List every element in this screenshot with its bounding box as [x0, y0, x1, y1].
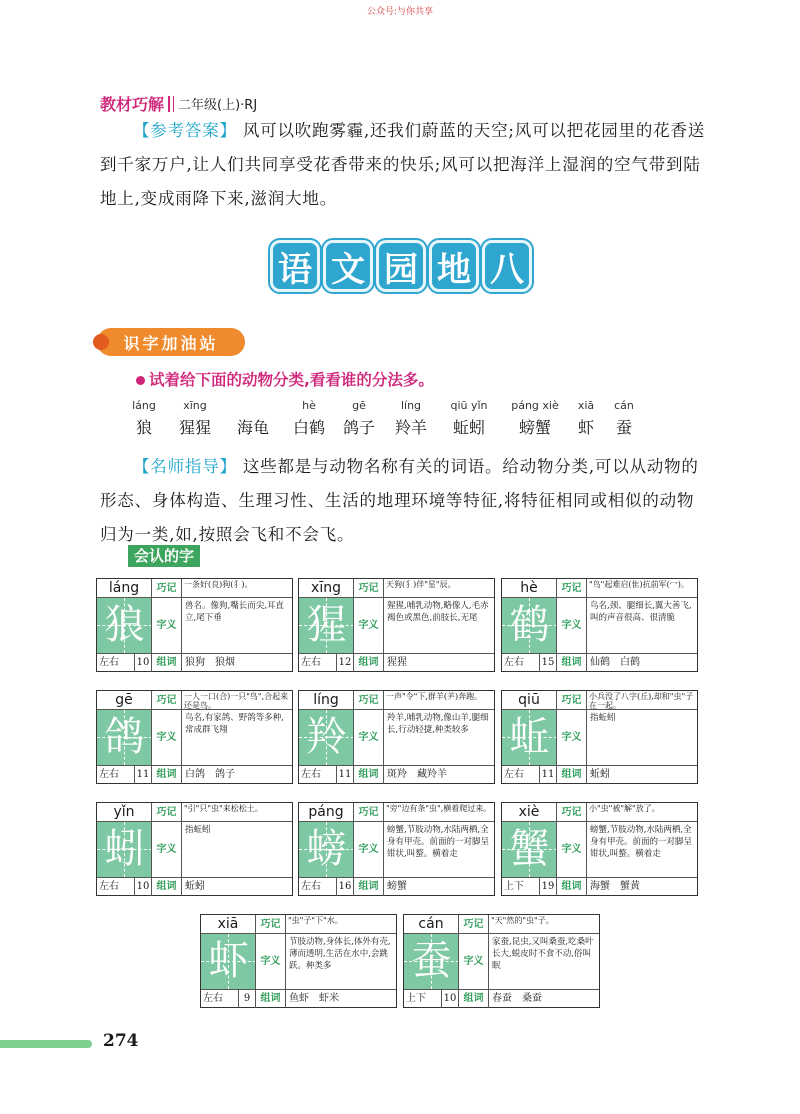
card-char-box — [502, 710, 557, 765]
card-structure: 左右 — [203, 993, 223, 1004]
card-char-box — [299, 710, 354, 765]
card-label-ziyi: 字义 — [354, 598, 384, 653]
exercise-question — [136, 368, 434, 390]
card-mnemonic: "天"然的"虫"子。 — [489, 915, 599, 934]
card-char: 蚕 — [411, 938, 452, 984]
card-char: 猩 — [306, 602, 347, 648]
char-card — [501, 578, 698, 672]
card-meaning: 鸟名,有家鸽、野鸽等多种,常成群飞翔 — [185, 713, 284, 735]
card-char-box — [201, 934, 256, 989]
card-char-box — [97, 710, 152, 765]
card-structure: 左右 — [99, 881, 119, 892]
card-label-qiaoji: 巧记 — [152, 579, 182, 598]
book-brand: 教材巧解 — [100, 95, 165, 114]
section-title-char: 园 — [376, 240, 426, 292]
card-strokes: 15 — [539, 654, 557, 672]
bullet-icon — [136, 376, 145, 385]
card-pinyin: cán — [404, 915, 459, 934]
card-footer — [97, 765, 292, 783]
card-mnemonic: 一条好(良)狗(犭)。 — [182, 579, 292, 598]
teacher-guide-tag: 【名师指导】 — [133, 457, 237, 476]
card-structure: 左右 — [301, 657, 321, 668]
card-meaning: 兽名。像狗,嘴长而尖,耳直立,尾下垂 — [185, 601, 284, 623]
char-card — [96, 690, 293, 784]
word-item: láng 狼 — [132, 399, 156, 437]
card-meaning: 鸟名,颈、腿细长,翼大善飞,叫的声音很高、很清脆 — [590, 601, 692, 623]
card-strokes: 11 — [336, 766, 354, 784]
card-char-box — [404, 934, 459, 989]
char-card — [96, 578, 293, 672]
reference-answer-tag: 【参考答案】 — [133, 121, 237, 140]
card-words: 斑羚 藏羚羊 — [387, 769, 447, 780]
card-pinyin: xiè — [502, 803, 557, 822]
card-label-zuci: 组词 — [354, 878, 384, 896]
card-meaning: 家蚕,昆虫,又叫桑蚕,吃桑叶长大,蜕皮时不食不动,俗叫眠 — [492, 937, 594, 971]
card-words: 白鸽 鸽子 — [185, 769, 235, 780]
card-meaning: 节肢动物,身体长,体外有壳,薄而透明,生活在水中,会跳跃。种类多 — [289, 937, 391, 971]
card-mnemonic: "引"只"虫"来松松土。 — [182, 803, 292, 822]
card-pinyin: hè — [502, 579, 557, 598]
card-label-ziyi: 字义 — [354, 710, 384, 765]
card-char-box — [299, 822, 354, 877]
card-char: 蟹 — [509, 826, 550, 872]
section-title-char: 地 — [429, 240, 479, 292]
card-label-qiaoji: 巧记 — [354, 803, 384, 822]
card-words: 春蚕 桑蚕 — [492, 993, 542, 1004]
card-footer — [502, 653, 697, 671]
char-card — [298, 802, 495, 896]
card-label-zuci: 组词 — [557, 878, 587, 896]
card-strokes: 19 — [539, 878, 557, 896]
char-card — [298, 690, 495, 784]
card-mnemonic: 一人一口(合)一只"鸟",合起来还是鸟。 — [182, 691, 292, 710]
card-label-ziyi: 字义 — [152, 822, 182, 877]
card-footer — [97, 653, 292, 671]
card-label-zuci: 组词 — [152, 766, 182, 784]
char-card — [96, 802, 293, 896]
card-label-zuci: 组词 — [557, 766, 587, 784]
card-strokes: 10 — [134, 878, 152, 896]
header-divider — [168, 96, 170, 112]
card-label-ziyi: 字义 — [152, 710, 182, 765]
card-structure: 左右 — [99, 657, 119, 668]
card-char: 蚯 — [509, 714, 550, 760]
card-words: 鱼虾 虾米 — [289, 993, 339, 1004]
grade-label: 二年级(上)·RJ — [178, 98, 258, 113]
teacher-guide — [100, 450, 710, 552]
sub-section-badge — [97, 328, 245, 356]
card-meaning: 螃蟹,节肢动物,水陆两栖,全身有甲壳。前面的一对脚呈钳状,叫螯。横着走 — [387, 825, 490, 859]
word-item: xīng 猩猩 — [178, 399, 211, 437]
word-item: xiā 虾 — [577, 399, 595, 437]
card-char: 蚓 — [104, 826, 145, 872]
known-chars-badge: 会认的字 — [128, 545, 200, 567]
card-strokes: 10 — [134, 654, 152, 672]
card-words: 螃蟹 — [387, 881, 407, 892]
card-pinyin: qiū — [502, 691, 557, 710]
card-pinyin: páng — [299, 803, 354, 822]
card-structure: 左右 — [504, 769, 524, 780]
card-strokes: 9 — [238, 990, 256, 1008]
card-words: 仙鹤 白鹤 — [590, 657, 640, 668]
section-title-char: 文 — [323, 240, 373, 292]
section-title — [270, 240, 532, 294]
card-label-ziyi: 字义 — [354, 822, 384, 877]
card-label-qiaoji: 巧记 — [152, 803, 182, 822]
card-words: 海蟹 蟹黄 — [590, 881, 640, 892]
card-pinyin: yǐn — [97, 803, 152, 822]
sub-section-label: 识字加油站 — [123, 333, 219, 353]
card-label-qiaoji: 巧记 — [354, 691, 384, 710]
card-pinyin: láng — [97, 579, 152, 598]
card-label-ziyi: 字义 — [152, 598, 182, 653]
card-footer — [299, 765, 494, 783]
card-footer — [404, 989, 599, 1007]
word-item: hè 白鹤 — [292, 399, 325, 437]
card-strokes: 11 — [539, 766, 557, 784]
word-item: líng 羚羊 — [394, 399, 427, 437]
word-item: cán 蚕 — [614, 399, 634, 437]
card-pinyin: gē — [97, 691, 152, 710]
card-mnemonic: "虫"子"下"水。 — [286, 915, 396, 934]
card-footer — [97, 877, 292, 895]
card-char: 鹤 — [509, 602, 550, 648]
card-footer — [201, 989, 396, 1007]
card-mnemonic: "鸟"起难启(隹)抗前军(冖)。 — [587, 579, 697, 598]
word-item: qiū yǐn 蚯蚓 — [450, 399, 488, 437]
reference-answer-text: 风可以吹跑雾霾,还我们蔚蓝的天空;风可以把花园里的花香送到千家万户,让人们共同享受花香带来的快乐;风可以把海洋上湿润的空气带到陆地上,变成雨降下来,滋润大地。 — [100, 121, 706, 208]
card-char: 鸽 — [104, 714, 145, 760]
card-label-qiaoji: 巧记 — [152, 691, 182, 710]
badge-dot-icon — [93, 334, 109, 350]
card-label-zuci: 组词 — [459, 990, 489, 1008]
card-mnemonic: "旁"边有条"虫",横着爬过来。 — [384, 803, 494, 822]
card-pinyin: xīng — [299, 579, 354, 598]
card-char-box — [97, 822, 152, 877]
card-mnemonic: 天狗(犭)伴"星"辰。 — [384, 579, 494, 598]
card-footer — [502, 765, 697, 783]
card-words: 蚯蚓 — [590, 769, 610, 780]
word-item: páng xiè 螃蟹 — [511, 399, 559, 437]
question-text: 试着给下面的动物分类,看看谁的分法多。 — [149, 371, 434, 389]
char-card — [501, 690, 698, 784]
card-structure: 左右 — [301, 881, 321, 892]
card-label-zuci: 组词 — [354, 766, 384, 784]
card-words: 蚯蚓 — [185, 881, 205, 892]
card-strokes: 10 — [441, 990, 459, 1008]
section-title-char: 语 — [270, 240, 320, 292]
card-words: 狼狗 狼烟 — [185, 657, 235, 668]
header-divider-thin — [173, 96, 174, 112]
footer-bar — [0, 1040, 92, 1048]
card-label-qiaoji: 巧记 — [459, 915, 489, 934]
card-strokes: 12 — [336, 654, 354, 672]
card-char: 羚 — [306, 714, 347, 760]
char-card — [200, 914, 397, 1008]
card-strokes: 16 — [336, 878, 354, 896]
card-meaning: 螃蟹,节肢动物,水陆两栖,全身有甲壳。前面的一对脚呈钳状,叫螯。横着走 — [590, 825, 693, 859]
card-label-ziyi: 字义 — [557, 822, 587, 877]
card-label-ziyi: 字义 — [557, 710, 587, 765]
card-pinyin: xiā — [201, 915, 256, 934]
card-label-qiaoji: 巧记 — [557, 691, 587, 710]
teacher-guide-text: 这些都是与动物名称有关的词语。给动物分类,可以从动物的形态、身体构造、生理习性、生活的地理环境等特征,将特征相同或相似的动物归为一类,如,按照会飞和不会飞。 — [100, 457, 699, 544]
card-meaning: 羚羊,哺乳动物,像山羊,腿细长,行动轻捷,种类较多 — [387, 713, 489, 735]
card-footer — [299, 653, 494, 671]
card-structure: 左右 — [301, 769, 321, 780]
card-char-box — [502, 598, 557, 653]
card-label-zuci: 组词 — [354, 654, 384, 672]
card-mnemonic: 一声"令"下,群羊(⺶)奔跑。 — [384, 691, 494, 710]
card-char: 螃 — [306, 826, 347, 872]
page-number: 274 — [103, 1031, 139, 1051]
char-card — [501, 802, 698, 896]
card-label-zuci: 组词 — [152, 878, 182, 896]
card-mnemonic: 小兵没了八字(丘),却和"虫"子在一起。 — [587, 691, 697, 710]
card-words: 猩猩 — [387, 657, 407, 668]
card-meaning: 猩猩,哺乳动物,略像人,毛赤褐色或黑色,前肢长,无尾 — [387, 601, 489, 623]
card-char: 狼 — [104, 602, 145, 648]
card-meaning: 指蚯蚓 — [590, 713, 616, 723]
card-label-ziyi: 字义 — [256, 934, 286, 989]
char-card — [403, 914, 600, 1008]
card-mnemonic: 小"虫"被"解"放了。 — [587, 803, 697, 822]
char-card — [298, 578, 495, 672]
card-pinyin: líng — [299, 691, 354, 710]
card-structure: 左右 — [504, 657, 524, 668]
card-meaning: 指蚯蚓 — [185, 825, 211, 835]
card-label-qiaoji: 巧记 — [557, 579, 587, 598]
word-item: gē 鸽子 — [342, 399, 375, 437]
card-label-ziyi: 字义 — [557, 598, 587, 653]
page-header — [100, 92, 257, 115]
word-item: 海龟 — [236, 418, 269, 437]
card-structure: 上下 — [504, 881, 524, 892]
card-label-zuci: 组词 — [256, 990, 286, 1008]
card-label-zuci: 组词 — [152, 654, 182, 672]
card-label-qiaoji: 巧记 — [557, 803, 587, 822]
card-structure: 左右 — [99, 769, 119, 780]
card-footer — [502, 877, 697, 895]
card-char-box — [502, 822, 557, 877]
card-label-zuci: 组词 — [557, 654, 587, 672]
card-char-box — [299, 598, 354, 653]
card-label-qiaoji: 巧记 — [256, 915, 286, 934]
card-char-box — [97, 598, 152, 653]
card-label-ziyi: 字义 — [459, 934, 489, 989]
card-label-qiaoji: 巧记 — [354, 579, 384, 598]
card-footer — [299, 877, 494, 895]
card-strokes: 11 — [134, 766, 152, 784]
watermark: 公众号:与你共享 — [366, 7, 434, 17]
reference-answer — [100, 114, 710, 216]
card-char: 虾 — [208, 938, 249, 984]
card-structure: 上下 — [406, 993, 426, 1004]
section-title-char: 八 — [482, 240, 532, 292]
